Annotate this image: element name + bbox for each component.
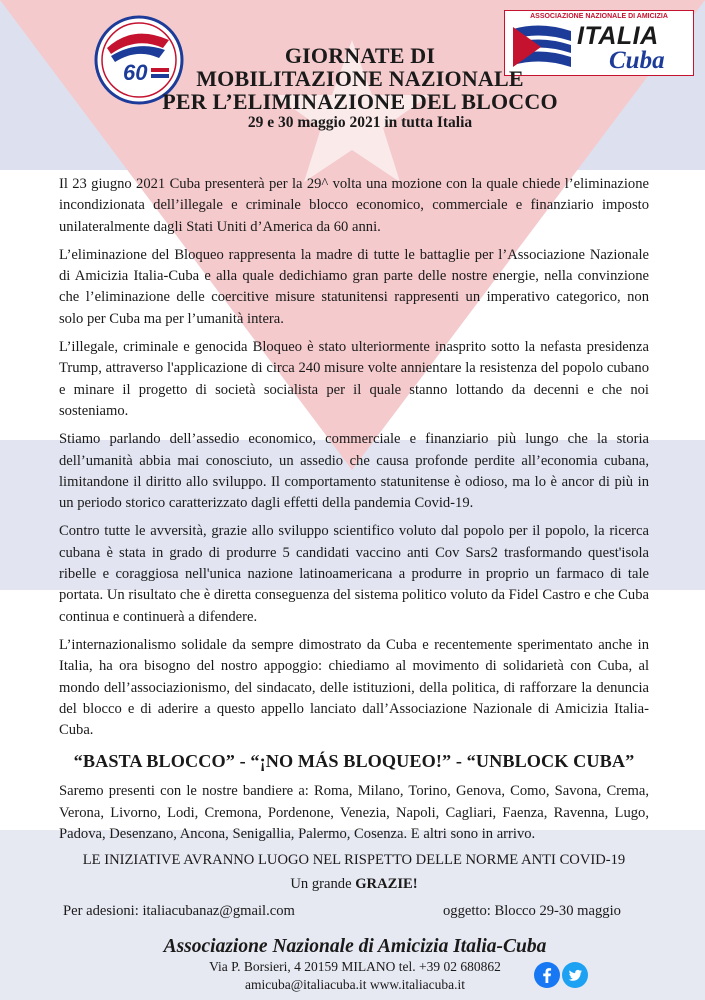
contacts-row <box>63 903 653 920</box>
paragraph-vaccini: Contro tutte le avversità, grazie allo sviluppo scientifico voluto dal popolo per il popolo, la ricerca cubana è stata in grado di produrre 5 candidati vaccino anti Cov Sars2 trasformando quest'isola ribelle e coraggiosa nell'unica nazione latinoamericana a produrre in proprio un farmaco di tale portata. Un risultato che è diretta conseguenza del sistema politico voluto da Fidel Castro e che Cuba continua e continuerà a difendere. <box>59 523 649 625</box>
logo-italia-text: ITALIA <box>577 22 659 50</box>
paragraph-assedio: Stiamo parlando dell’assedio economico, commerciale e finanziario più lungo che la storia dell’umanità abbia mai conosciuto, un assedio che causa profonde perdite all’economia cubana, limitandone il diritto allo sviluppo. Il comportamento statunitense è odioso, ma lo è ancor di più in un periodo storico caratterizzato dagli effetti della pandemia Covid-19. <box>59 431 649 512</box>
page-header <box>150 44 570 132</box>
body-text <box>59 174 649 893</box>
thanks-prefix: Un grande <box>290 876 356 893</box>
footer-org-name: Associazione Nazionale di Amicizia Italia-Cuba <box>163 936 547 957</box>
title-line-1: GIORNATE DI <box>284 43 436 68</box>
covid-notice: LE INIZIATIVE AVRANNO LUOGO NEL RISPETTO DELLE NORME ANTI COVID-19 <box>82 852 626 869</box>
title-line-3: PER L’ELIMINAZIONE DEL BLOCCO <box>162 89 558 114</box>
title-line-2: MOBILITAZIONE NAZIONALE <box>196 66 524 91</box>
paragraph-cities: Saremo presenti con le nostre bandiere a: Roma, Milano, Torino, Genova, Como, Savona, Crema, Verona, Livorno, Lodi, Cremona, Pordenone, Venezia, Napoli, Cagliari, Faenza, Ravenna, Lugo, Padova, Desenzano, Ancona, Senigallia, Palermo, Cosenza. E altri sono in arrivo. <box>59 783 649 843</box>
facebook-icon[interactable] <box>534 962 560 988</box>
paragraph-appello: L’internazionalismo solidale da sempre dimostrato da Cuba e recentemente sperimentato anche in Italia, ha ora bisogno del nostro appoggio: chiediamo al movimento di solidarietà con Cuba, al mondo dell’associazionismo, del sindacato, delle istituzioni, della politica, di rafforzare la denuncia del blocco e di aderire a questo appello lanciato dall’Associazione Nazionale di Amicizia Italia-Cuba. <box>59 636 649 739</box>
twitter-icon[interactable] <box>562 962 588 988</box>
slogan: “BASTA BLOCCO” - “¡NO MÁS BLOQUEO!” - “UNBLOCK CUBA” <box>73 751 635 772</box>
sixty-badge-text: 60 <box>123 60 148 85</box>
paragraph-trump: L’illegale, criminale e genocida Bloqueo è stato ulteriormente inasprito sotto la nefasta presidenza Trump, attraverso l'applicazione di circa 240 misure volte annientare la resistenza del popolo cubano e minare il progetto di società socialista per il quale stanno lottando da decenni e che noi sosteniamo. <box>59 339 649 419</box>
email-subject: oggetto: Blocco 29-30 maggio <box>443 903 621 919</box>
footer-contacts[interactable]: amicuba@italiacuba.it www.italiacuba.it <box>245 977 465 992</box>
logo-assoc-text: ASSOCIAZIONE NAZIONALE DI AMICIZIA <box>530 13 668 20</box>
footer-address: Via P. Borsieri, 4 20159 MILANO tel. +39 02 680862 <box>209 959 501 974</box>
page-subtitle: 29 e 30 maggio 2021 in tutta Italia <box>247 114 473 131</box>
footer <box>120 936 590 994</box>
paragraph-intro: Il 23 giugno 2021 Cuba presenterà per la 29^ volta una mozione con la quale chiede l’eliminazione incondizionata dell’illegale e criminale blocco economico, commerciale e finanziario imposto unilateralmente dagli Stati Uniti d’America da 60 anni. <box>59 176 649 235</box>
logo-cuba-text: Cuba <box>609 47 665 74</box>
thanks-line <box>59 876 649 893</box>
paragraph-bloqueo: L’eliminazione del Bloqueo rappresenta la madre di tutte le battaglie per l’Associazione Nazionale di Amicizia Italia-Cuba e alla quale dedichiamo gran parte delle nostre energie, nella convinzione che l’eliminazione delle coercitive misure statunitensi rappresenti un imperativo categorico, non solo per Cuba ma per l’umanità intera. <box>59 246 649 327</box>
social-icons <box>534 961 590 989</box>
thanks-bold: GRAZIE! <box>355 876 418 893</box>
adhesion-email[interactable]: Per adesioni: italiacubanaz@gmail.com <box>63 903 295 919</box>
